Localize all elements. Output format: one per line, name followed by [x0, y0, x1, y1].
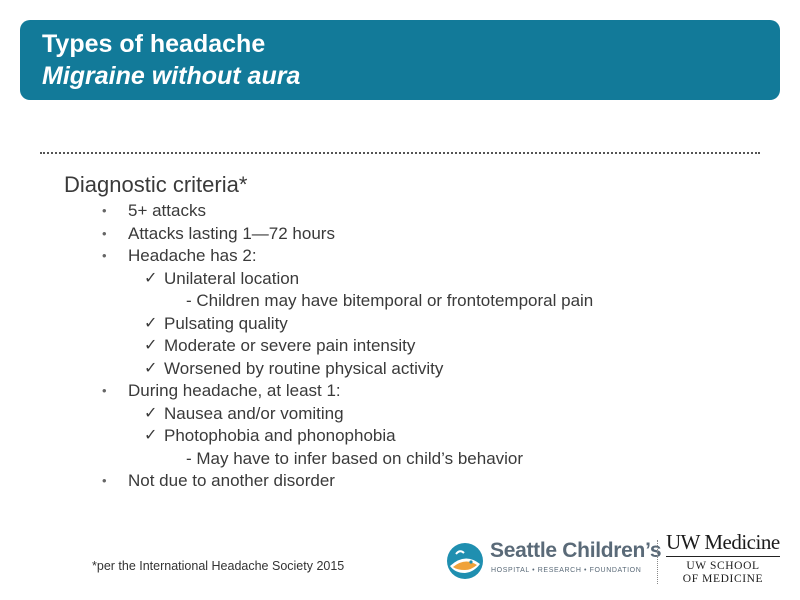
- check-item: [64, 403, 764, 426]
- item-text: 5+ attacks: [128, 201, 206, 220]
- bullet-item: [64, 470, 764, 493]
- seattle-childrens-tagline: HOSPITAL • RESEARCH • FOUNDATION: [491, 567, 642, 574]
- item-text: Attacks lasting 1—72 hours: [128, 223, 335, 243]
- uw-medicine-logo: [666, 530, 786, 592]
- sub-note: [64, 448, 764, 471]
- uw-logo-rule: [666, 556, 780, 557]
- item-text: Photophobia and phonophobia: [164, 426, 396, 445]
- checkmark-icon: ✓: [144, 404, 158, 422]
- bullet-icon: •: [102, 473, 107, 488]
- check-item: [64, 335, 764, 358]
- checkmark-icon: ✓: [144, 337, 158, 354]
- check-item: [64, 313, 764, 336]
- title-banner: [20, 20, 780, 100]
- slide-content: [64, 170, 764, 493]
- check-item: [64, 358, 764, 381]
- seattle-childrens-name: Seattle Children’s: [490, 539, 662, 562]
- check-item: [64, 268, 764, 291]
- item-text: - Children may have bitemporal or frontotemporal pain: [186, 291, 594, 310]
- criteria-heading: Diagnostic criteria*: [64, 172, 248, 197]
- bullet-icon: •: [102, 248, 107, 263]
- footnote: *per the International Headache Society 2015: [92, 559, 345, 573]
- bullet-icon: •: [102, 383, 107, 398]
- sub-note: [64, 290, 764, 313]
- checkmark-icon: ✓: [144, 427, 158, 444]
- seattle-childrens-whale-icon: [446, 542, 484, 580]
- criteria-list: [64, 200, 764, 493]
- seattle-childrens-logo: [446, 538, 662, 584]
- item-text: During headache, at least 1:: [128, 381, 341, 400]
- item-text: Unilateral location: [164, 268, 300, 288]
- bullet-icon: •: [102, 225, 107, 241]
- slide-title: Types of headache: [42, 30, 266, 58]
- item-text: Not due to another disorder: [128, 471, 335, 490]
- bullet-item: [64, 380, 764, 403]
- item-text: Headache has 2:: [128, 246, 257, 265]
- bullet-item: [64, 200, 764, 223]
- uw-school-line-1: UW SCHOOL: [686, 560, 760, 572]
- checkmark-icon: ✓: [144, 314, 158, 332]
- dotted-divider: [40, 152, 760, 154]
- logo-separator: [657, 540, 658, 584]
- checkmark-icon: ✓: [144, 269, 158, 287]
- bullet-icon: •: [102, 203, 107, 218]
- slide-subtitle: Migraine without aura: [42, 62, 301, 90]
- bullet-item: [64, 223, 764, 246]
- item-text: Pulsating quality: [164, 313, 288, 333]
- check-item: [64, 425, 764, 448]
- item-text: - May have to infer based on child’s behavior: [186, 448, 524, 468]
- uw-medicine-name: UW Medicine: [666, 530, 780, 554]
- item-text: Worsened by routine physical activity: [164, 358, 444, 378]
- checkmark-icon: ✓: [144, 359, 158, 377]
- item-text: Moderate or severe pain intensity: [164, 336, 416, 355]
- uw-school-line-2: OF MEDICINE: [682, 573, 764, 585]
- bullet-item: [64, 245, 764, 268]
- item-text: Nausea and/or vomiting: [164, 403, 344, 423]
